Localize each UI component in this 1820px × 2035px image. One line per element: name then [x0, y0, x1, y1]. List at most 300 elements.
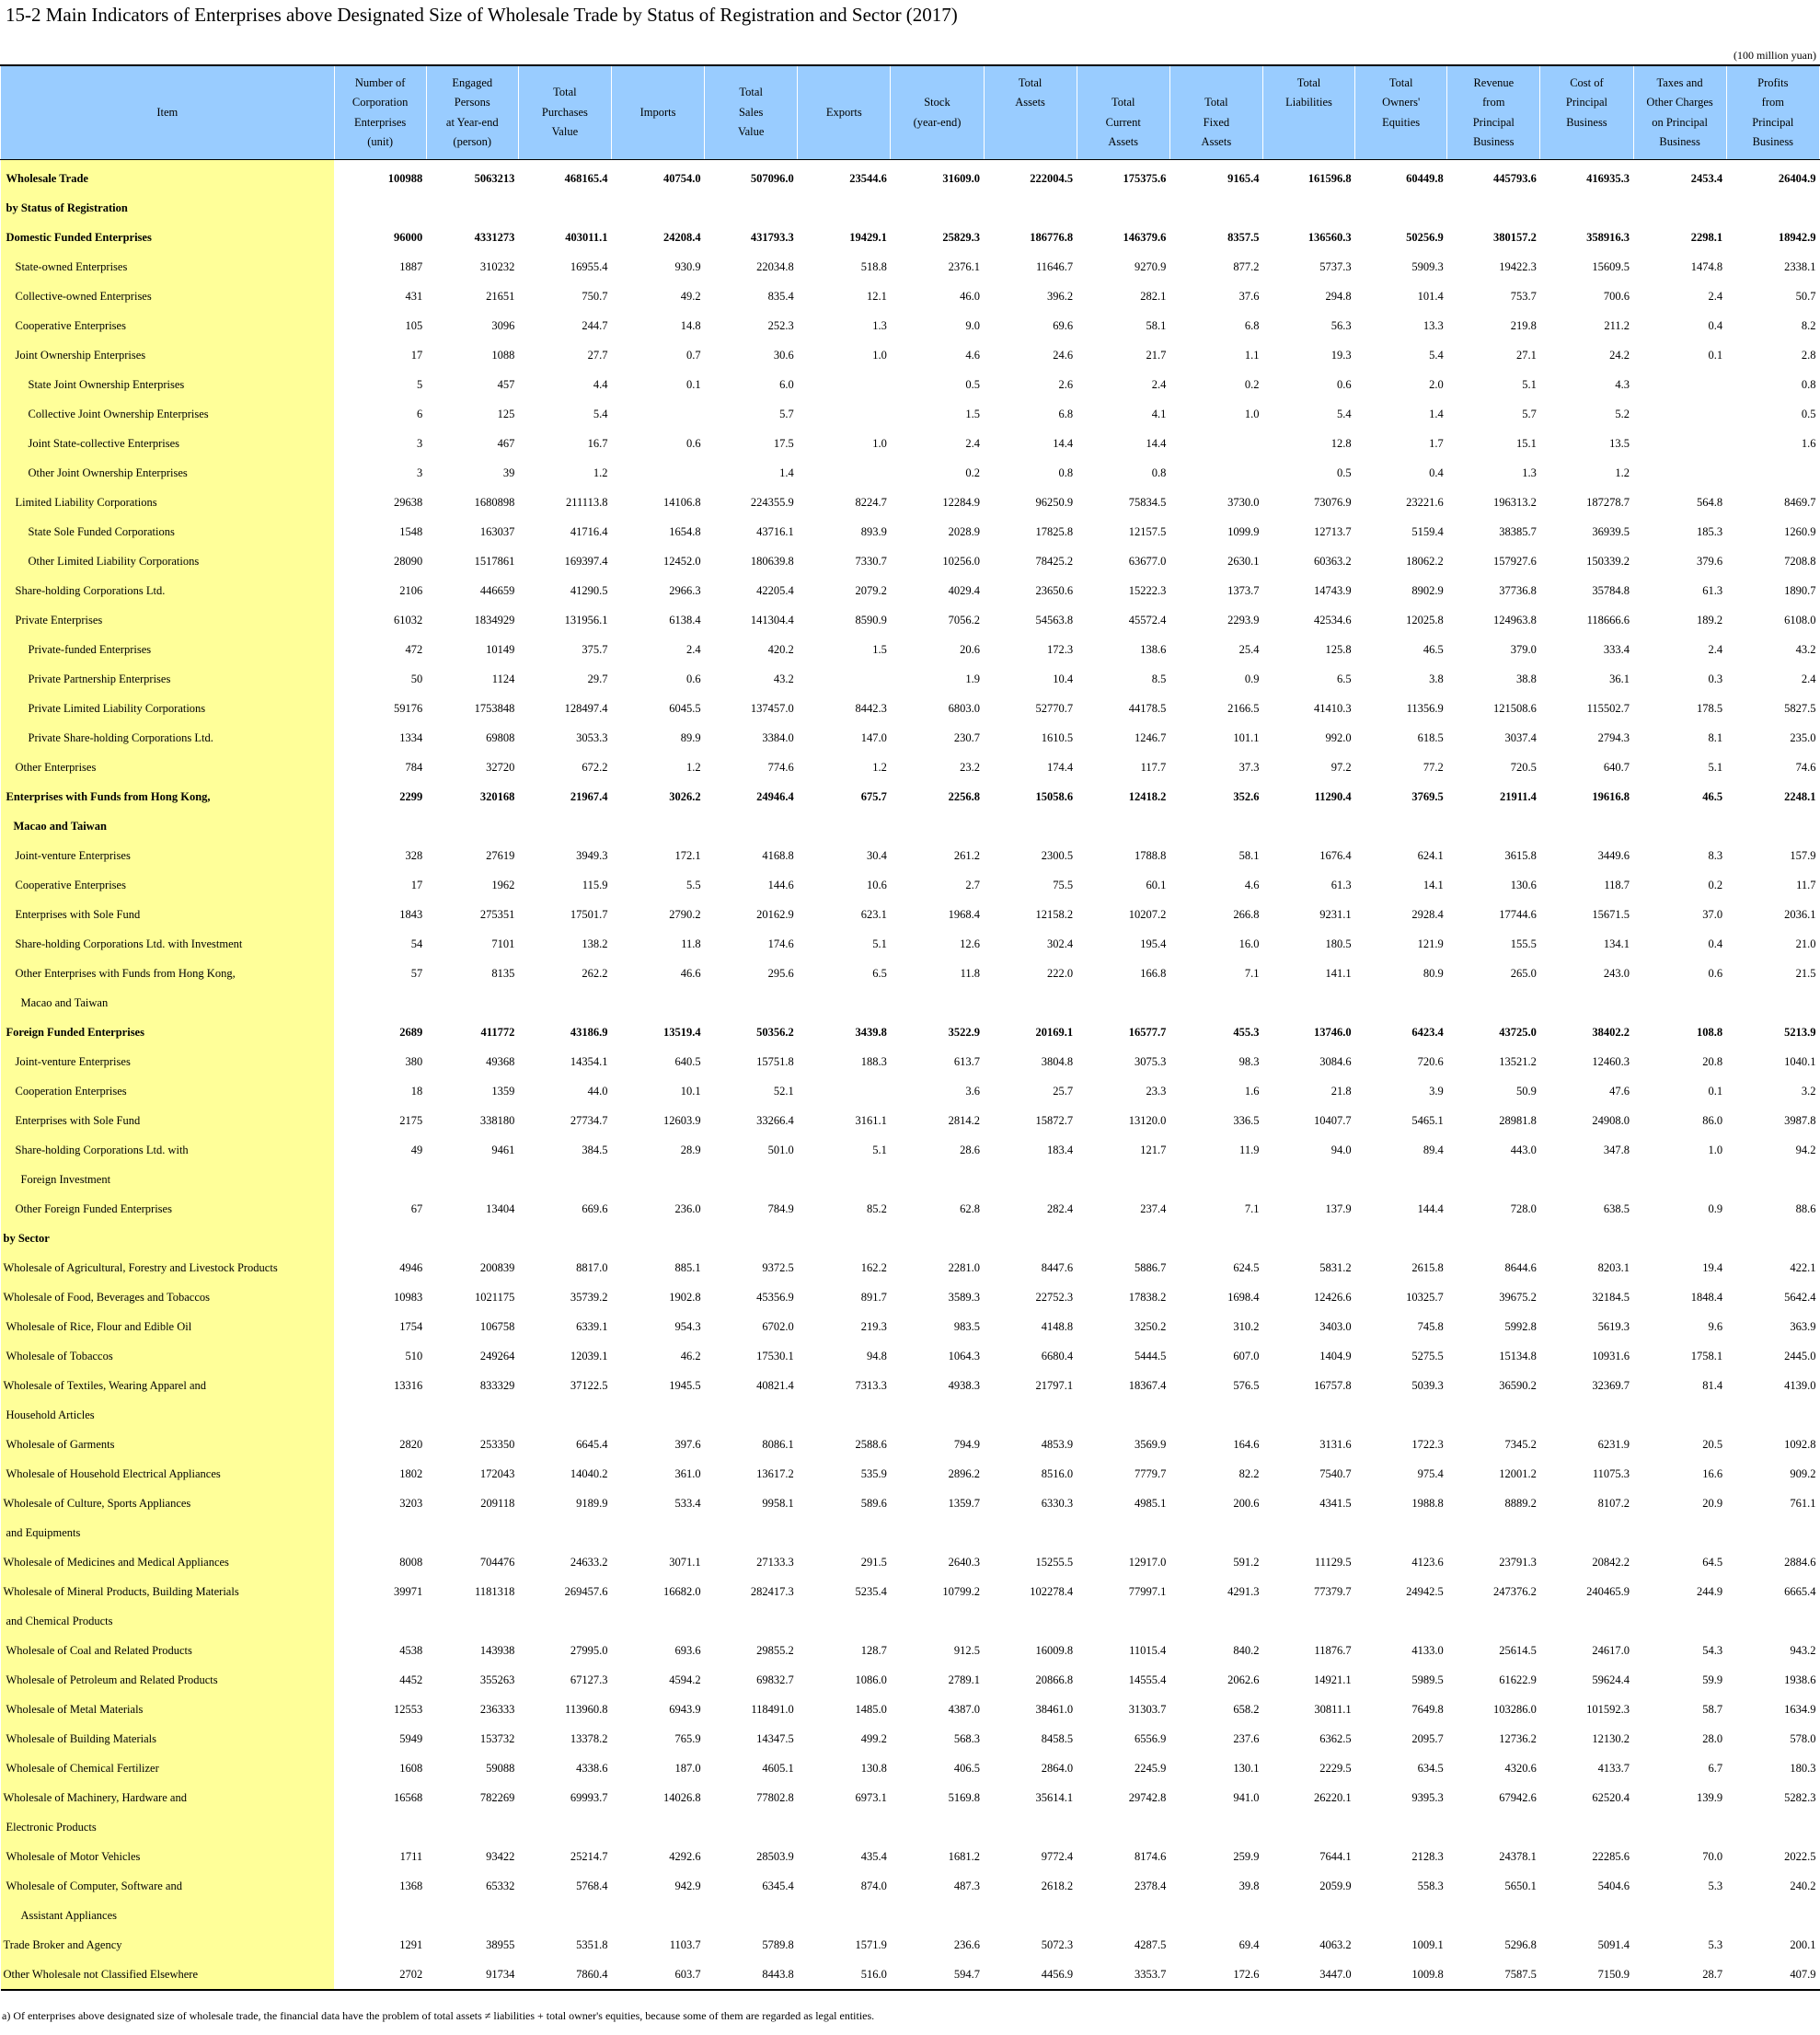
- value-cell: 18367.4: [1128, 1378, 1167, 1392]
- value-cell: [1633, 429, 1726, 458]
- value-cell: 5789.8: [762, 1937, 794, 1951]
- value-cell: 22285.6: [1592, 1849, 1630, 1863]
- value-cell: 38461.0: [1035, 1702, 1074, 1716]
- value-cell: 172.1: [674, 848, 701, 862]
- value-cell: 36939.5: [1592, 524, 1630, 538]
- value-cell: 14.4: [1053, 436, 1074, 450]
- value-cell: 3987.8: [1784, 1113, 1816, 1127]
- value-cell: 31609.0: [942, 171, 981, 185]
- unit-label: (100 million yuan): [1734, 49, 1816, 62]
- value-cell: 19429.1: [849, 230, 887, 244]
- value-cell: 5831.2: [1319, 1260, 1352, 1274]
- value-cell: 5.7: [779, 407, 794, 420]
- value-cell: 6556.9: [1134, 1731, 1167, 1745]
- table-row: [1, 546, 1820, 576]
- value-cell: 1485.0: [855, 1702, 887, 1716]
- value-cell: [705, 1901, 798, 1930]
- value-cell: [798, 193, 891, 223]
- value-cell: 4452: [399, 1673, 423, 1686]
- table-row: [1, 1106, 1820, 1135]
- value-cell: 43.2: [1795, 642, 1816, 656]
- value-cell: 200.6: [1233, 1496, 1260, 1510]
- table-row: [1, 811, 1820, 841]
- value-cell: 7313.3: [855, 1378, 887, 1392]
- value-cell: [891, 1400, 984, 1430]
- value-cell: 6339.1: [576, 1319, 608, 1333]
- column-header: [1, 65, 335, 160]
- value-cell: 37.3: [1238, 760, 1260, 774]
- value-cell: 2630.1: [1227, 554, 1260, 568]
- value-cell: 27995.0: [570, 1643, 608, 1657]
- row-label: Wholesale of Computer, Software and: [1, 1871, 335, 1901]
- value-cell: 118666.6: [1586, 613, 1630, 627]
- value-cell: 6973.1: [855, 1790, 887, 1804]
- value-cell: 31303.7: [1128, 1702, 1167, 1716]
- value-cell: 3949.3: [576, 848, 608, 862]
- value-cell: 457: [497, 377, 515, 391]
- value-cell: 2062.6: [1227, 1673, 1260, 1686]
- value-cell: 4341.5: [1319, 1496, 1352, 1510]
- value-cell: 594.7: [891, 1960, 984, 1990]
- column-header-line: Engaged: [452, 75, 493, 89]
- value-cell: 589.6: [860, 1496, 887, 1510]
- value-cell: [1726, 1518, 1819, 1547]
- value-cell: 11.8: [681, 937, 701, 950]
- value-cell: 2689: [399, 1025, 423, 1039]
- value-cell: 37.0: [1702, 907, 1723, 921]
- value-cell: 2588.6: [855, 1437, 887, 1451]
- table-row: [1, 841, 1820, 870]
- value-cell: 5169.8: [948, 1790, 981, 1804]
- value-cell: 14743.9: [1313, 583, 1352, 597]
- column-header-line: Value: [551, 125, 579, 139]
- value-cell: 363.9: [1790, 1319, 1816, 1333]
- value-cell: [1169, 1518, 1262, 1547]
- value-cell: 1064.3: [948, 1349, 981, 1362]
- table-row: [1, 1341, 1820, 1371]
- value-cell: 13519.4: [662, 1025, 701, 1039]
- value-cell: 3.9: [1429, 1084, 1444, 1098]
- value-cell: 172.6: [1169, 1960, 1262, 1990]
- value-cell: 17: [410, 878, 423, 891]
- value-cell: [984, 1812, 1077, 1842]
- value-cell: 5404.6: [1597, 1879, 1630, 1892]
- value-cell: [1633, 1606, 1726, 1636]
- value-cell: 8224.7: [855, 495, 887, 509]
- value-cell: 774.6: [767, 760, 794, 774]
- row-label: Other Enterprises with Funds from Hong Kong,: [1, 959, 335, 988]
- table-row: [1, 282, 1820, 311]
- value-cell: [611, 458, 704, 488]
- value-cell: 17: [410, 348, 423, 362]
- column-header-line: Total: [1204, 96, 1228, 109]
- value-cell: [1169, 988, 1262, 1018]
- value-cell: 100988: [387, 171, 423, 185]
- value-cell: 50.9: [1516, 1084, 1537, 1098]
- value-cell: 2.0: [1429, 377, 1444, 391]
- value-cell: 12426.6: [1313, 1290, 1352, 1304]
- value-cell: 77379.7: [1313, 1584, 1352, 1598]
- table-row: [1, 900, 1820, 929]
- value-cell: 236.6: [953, 1937, 981, 1951]
- value-cell: 86.0: [1702, 1113, 1723, 1127]
- value-cell: 3439.8: [855, 1025, 887, 1039]
- value-cell: [334, 1606, 426, 1636]
- value-cell: 13521.2: [1499, 1054, 1537, 1068]
- value-cell: 106758: [479, 1319, 515, 1333]
- table-row: [1, 311, 1820, 340]
- value-cell: 157.9: [1790, 848, 1816, 862]
- value-cell: [1355, 1518, 1447, 1547]
- value-cell: 516.0: [798, 1960, 891, 1990]
- value-cell: 499.2: [860, 1731, 887, 1745]
- table-row: [1, 517, 1820, 546]
- column-header-line: Exports: [825, 105, 862, 119]
- value-cell: [798, 1812, 891, 1842]
- value-cell: 96250.9: [1035, 495, 1074, 509]
- value-cell: 14040.2: [570, 1466, 608, 1480]
- row-label: Other Foreign Funded Enterprises: [1, 1194, 335, 1224]
- value-cell: [1169, 811, 1262, 841]
- value-cell: 75.5: [1053, 878, 1074, 891]
- value-cell: 125: [497, 407, 515, 420]
- value-cell: 249264: [479, 1349, 515, 1362]
- value-cell: [984, 1224, 1077, 1253]
- table-row: [1, 1636, 1820, 1665]
- value-cell: 2281.0: [948, 1260, 981, 1274]
- value-cell: [984, 1165, 1077, 1194]
- value-cell: 4139.0: [1784, 1378, 1816, 1392]
- value-cell: [611, 988, 704, 1018]
- value-cell: 2376.1: [948, 259, 981, 273]
- value-cell: 200839: [479, 1260, 515, 1274]
- value-cell: 501.0: [767, 1143, 794, 1156]
- value-cell: 16568: [393, 1790, 423, 1804]
- value-cell: 13120.0: [1128, 1113, 1167, 1127]
- value-cell: 265.0: [1510, 966, 1537, 980]
- row-label: Private Limited Liability Corporations: [1, 694, 335, 723]
- value-cell: 1359: [491, 1084, 515, 1098]
- value-cell: 24946.4: [756, 789, 794, 803]
- value-cell: 9270.9: [1134, 259, 1167, 273]
- value-cell: 144.4: [1417, 1201, 1444, 1215]
- row-label: Collective Joint Ownership Enterprises: [1, 399, 335, 429]
- value-cell: 18942.9: [1778, 230, 1816, 244]
- value-cell: 8.5: [1151, 672, 1167, 685]
- value-cell: 222.0: [1047, 966, 1074, 980]
- row-label: Wholesale of Garments: [1, 1430, 335, 1459]
- value-cell: 9165.4: [1227, 171, 1260, 185]
- value-cell: 533.4: [674, 1496, 701, 1510]
- value-cell: 2229.5: [1319, 1761, 1352, 1775]
- value-cell: [518, 811, 611, 841]
- value-cell: [426, 1224, 518, 1253]
- table-row: [1, 458, 1820, 488]
- value-cell: 2790.2: [669, 907, 701, 921]
- value-cell: 435.4: [860, 1849, 887, 1863]
- value-cell: 3026.2: [669, 789, 701, 803]
- value-cell: 8443.8: [705, 1960, 798, 1990]
- column-header-line: Stock: [924, 96, 950, 109]
- value-cell: 2884.6: [1784, 1555, 1816, 1569]
- value-cell: 3403.0: [1319, 1319, 1352, 1333]
- value-cell: [705, 988, 798, 1018]
- value-cell: 43.2: [773, 672, 794, 685]
- value-cell: [518, 988, 611, 1018]
- value-cell: 422.1: [1790, 1260, 1816, 1274]
- value-cell: 67127.3: [570, 1673, 608, 1686]
- value-cell: 13404: [486, 1201, 515, 1215]
- value-cell: 19.4: [1702, 1260, 1723, 1274]
- value-cell: 2896.2: [948, 1466, 981, 1480]
- value-cell: 1758.1: [1690, 1349, 1723, 1362]
- value-cell: [1447, 988, 1540, 1018]
- value-cell: 3569.9: [1134, 1437, 1167, 1451]
- row-label: and Equipments: [1, 1518, 335, 1547]
- value-cell: 3203: [399, 1496, 423, 1510]
- value-cell: 603.7: [611, 1960, 704, 1990]
- row-label: Wholesale of Household Electrical Appliances: [1, 1459, 335, 1489]
- value-cell: 25.4: [1238, 642, 1260, 656]
- value-cell: 26220.1: [1313, 1790, 1352, 1804]
- value-cell: 81.4: [1702, 1378, 1723, 1392]
- value-cell: 3353.7: [1077, 1960, 1169, 1990]
- row-label: State Joint Ownership Enterprises: [1, 370, 335, 399]
- value-cell: 77997.1: [1128, 1584, 1167, 1598]
- value-cell: 9189.9: [576, 1496, 608, 1510]
- value-cell: 3447.0: [1262, 1960, 1354, 1990]
- value-cell: 2293.9: [1227, 613, 1260, 627]
- table-row: [1, 1518, 1820, 1547]
- value-cell: 291.5: [860, 1555, 887, 1569]
- row-label: Wholesale of Motor Vehicles: [1, 1842, 335, 1871]
- value-cell: 2789.1: [948, 1673, 981, 1686]
- column-header: [426, 65, 518, 160]
- value-cell: 46.0: [960, 289, 981, 303]
- value-cell: 1088: [491, 348, 515, 362]
- value-cell: 45356.9: [756, 1290, 794, 1304]
- value-cell: 407.9: [1726, 1960, 1819, 1990]
- column-header-line: Persons: [454, 96, 490, 109]
- value-cell: 6680.4: [1041, 1349, 1074, 1362]
- value-cell: 29.7: [587, 672, 608, 685]
- value-cell: 1.4: [779, 466, 794, 479]
- row-label: Private Enterprises: [1, 605, 335, 635]
- value-cell: 1968.4: [948, 907, 981, 921]
- value-cell: [1447, 1518, 1540, 1547]
- value-cell: 693.6: [674, 1643, 701, 1657]
- value-cell: [1355, 1224, 1447, 1253]
- value-cell: 8817.0: [576, 1260, 608, 1274]
- value-cell: 58.7: [1702, 1702, 1723, 1716]
- value-cell: 69832.7: [756, 1673, 794, 1686]
- value-cell: [705, 1518, 798, 1547]
- value-cell: [984, 988, 1077, 1018]
- value-cell: 0.4: [1429, 466, 1444, 479]
- value-cell: 200.1: [1790, 1937, 1816, 1951]
- value-cell: 150339.2: [1586, 554, 1630, 568]
- value-cell: 720.6: [1417, 1054, 1444, 1068]
- value-cell: 9231.1: [1319, 907, 1352, 921]
- value-cell: 403011.1: [565, 230, 608, 244]
- value-cell: 11015.4: [1129, 1643, 1167, 1657]
- value-cell: 5235.4: [855, 1584, 887, 1598]
- value-cell: 253350: [479, 1437, 515, 1451]
- value-cell: [705, 193, 798, 223]
- value-cell: 136560.3: [1307, 230, 1352, 244]
- value-cell: 209118: [480, 1496, 515, 1510]
- value-cell: 3053.3: [576, 730, 608, 744]
- value-cell: 9772.4: [1041, 1849, 1074, 1863]
- value-cell: 8135: [491, 966, 515, 980]
- value-cell: [984, 811, 1077, 841]
- value-cell: 5351.8: [576, 1937, 608, 1951]
- value-cell: 40821.4: [756, 1378, 794, 1392]
- row-label: Collective-owned Enterprises: [1, 282, 335, 311]
- value-cell: 6665.4: [1784, 1584, 1816, 1598]
- table-row: [1, 399, 1820, 429]
- value-cell: 6330.3: [1041, 1496, 1074, 1510]
- row-label: Cooperative Enterprises: [1, 311, 335, 340]
- value-cell: 1.6: [1244, 1084, 1260, 1098]
- column-header-line: Total: [1111, 96, 1135, 109]
- value-cell: 128497.4: [564, 701, 608, 715]
- column-header: [1262, 65, 1354, 160]
- value-cell: 2.4: [1801, 672, 1816, 685]
- value-cell: 1698.4: [1227, 1290, 1260, 1304]
- value-cell: 236333: [479, 1702, 515, 1716]
- value-cell: 416935.3: [1586, 171, 1630, 185]
- value-cell: 784: [405, 760, 423, 774]
- row-label: Cooperative Enterprises: [1, 870, 335, 900]
- value-cell: 1.1: [1244, 348, 1260, 362]
- value-cell: [518, 1165, 611, 1194]
- value-cell: 12603.9: [662, 1113, 701, 1127]
- value-cell: [1726, 1165, 1819, 1194]
- value-cell: 185.3: [1697, 524, 1723, 538]
- value-cell: [1077, 1901, 1169, 1930]
- value-cell: [611, 1901, 704, 1930]
- value-cell: 12.8: [1330, 436, 1352, 450]
- value-cell: [1355, 811, 1447, 841]
- value-cell: 97.2: [1330, 760, 1352, 774]
- value-cell: 4287.5: [1134, 1937, 1167, 1951]
- value-cell: 219.3: [860, 1319, 887, 1333]
- value-cell: 1099.9: [1227, 524, 1260, 538]
- value-cell: 240465.9: [1586, 1584, 1630, 1598]
- value-cell: 5827.5: [1784, 701, 1816, 715]
- value-cell: [1540, 1165, 1633, 1194]
- row-label: Joint Ownership Enterprises: [1, 340, 335, 370]
- value-cell: 189.2: [1697, 613, 1723, 627]
- value-cell: 445793.6: [1493, 171, 1537, 185]
- row-label: Limited Liability Corporations: [1, 488, 335, 517]
- value-cell: [334, 988, 426, 1018]
- table-row: [1, 160, 1820, 194]
- value-cell: 4292.6: [669, 1849, 701, 1863]
- value-cell: 180.3: [1790, 1761, 1816, 1775]
- value-cell: 1474.8: [1690, 259, 1723, 273]
- value-cell: 38955: [486, 1937, 515, 1951]
- value-cell: 236.0: [674, 1201, 701, 1215]
- column-header-line: Liabilities: [1285, 96, 1332, 109]
- value-cell: 118491.0: [751, 1702, 794, 1716]
- value-cell: 50356.2: [756, 1025, 794, 1039]
- column-header-line: from: [1482, 96, 1505, 109]
- value-cell: 11.7: [1796, 878, 1816, 891]
- value-cell: [1355, 1812, 1447, 1842]
- value-cell: [891, 193, 984, 223]
- value-cell: 121.9: [1417, 937, 1444, 950]
- value-cell: [1169, 429, 1262, 458]
- value-cell: 10931.6: [1592, 1349, 1630, 1362]
- value-cell: [1633, 1518, 1726, 1547]
- value-cell: 30811.1: [1314, 1702, 1352, 1716]
- value-cell: 105: [405, 318, 423, 332]
- value-cell: 47.6: [1609, 1084, 1630, 1098]
- value-cell: 6943.9: [669, 1702, 701, 1716]
- value-cell: [1633, 399, 1726, 429]
- value-cell: 7644.1: [1319, 1849, 1352, 1863]
- value-cell: 1.3: [1522, 466, 1537, 479]
- value-cell: 1021175: [475, 1290, 515, 1304]
- table-row: [1, 1400, 1820, 1430]
- value-cell: 750.7: [582, 289, 608, 303]
- value-cell: 954.3: [674, 1319, 701, 1333]
- value-cell: [611, 811, 704, 841]
- value-cell: [426, 1518, 518, 1547]
- value-cell: 12001.2: [1499, 1466, 1537, 1480]
- value-cell: 1.2: [593, 466, 608, 479]
- value-cell: 11075.3: [1592, 1466, 1630, 1480]
- value-cell: 101.1: [1233, 730, 1260, 744]
- value-cell: 282417.3: [750, 1584, 794, 1598]
- value-cell: 2966.3: [669, 583, 701, 597]
- value-cell: 568.3: [953, 1731, 981, 1745]
- value-cell: 6803.0: [948, 701, 981, 715]
- value-cell: 1.0: [1708, 1143, 1723, 1156]
- value-cell: 7779.7: [1134, 1466, 1167, 1480]
- value-cell: 1654.8: [669, 524, 701, 538]
- value-cell: [1262, 1606, 1354, 1636]
- value-cell: 12.6: [960, 937, 981, 950]
- value-cell: [891, 1606, 984, 1636]
- value-cell: 5465.1: [1411, 1113, 1444, 1127]
- value-cell: 379.0: [1510, 642, 1537, 656]
- value-cell: [1540, 1224, 1633, 1253]
- value-cell: [891, 1165, 984, 1194]
- value-cell: [518, 1901, 611, 1930]
- value-cell: 49368: [486, 1054, 515, 1068]
- value-cell: 6423.4: [1411, 1025, 1444, 1039]
- value-cell: 61.3: [1330, 878, 1352, 891]
- value-cell: 728.0: [1510, 1201, 1537, 1215]
- value-cell: 146379.6: [1123, 230, 1167, 244]
- value-cell: [798, 1224, 891, 1253]
- value-cell: 130.8: [860, 1761, 887, 1775]
- value-cell: 2.4: [685, 642, 701, 656]
- value-cell: 2.6: [1058, 377, 1074, 391]
- value-cell: 8590.9: [855, 613, 887, 627]
- row-label: Share-holding Corporations Ltd. with Investment: [1, 929, 335, 959]
- value-cell: [798, 811, 891, 841]
- value-cell: 174.4: [1047, 760, 1074, 774]
- value-cell: 558.3: [1417, 1879, 1444, 1892]
- value-cell: 3096: [491, 318, 515, 332]
- value-cell: 138.2: [582, 937, 608, 950]
- value-cell: 172043: [479, 1466, 515, 1480]
- value-cell: 20842.2: [1592, 1555, 1630, 1569]
